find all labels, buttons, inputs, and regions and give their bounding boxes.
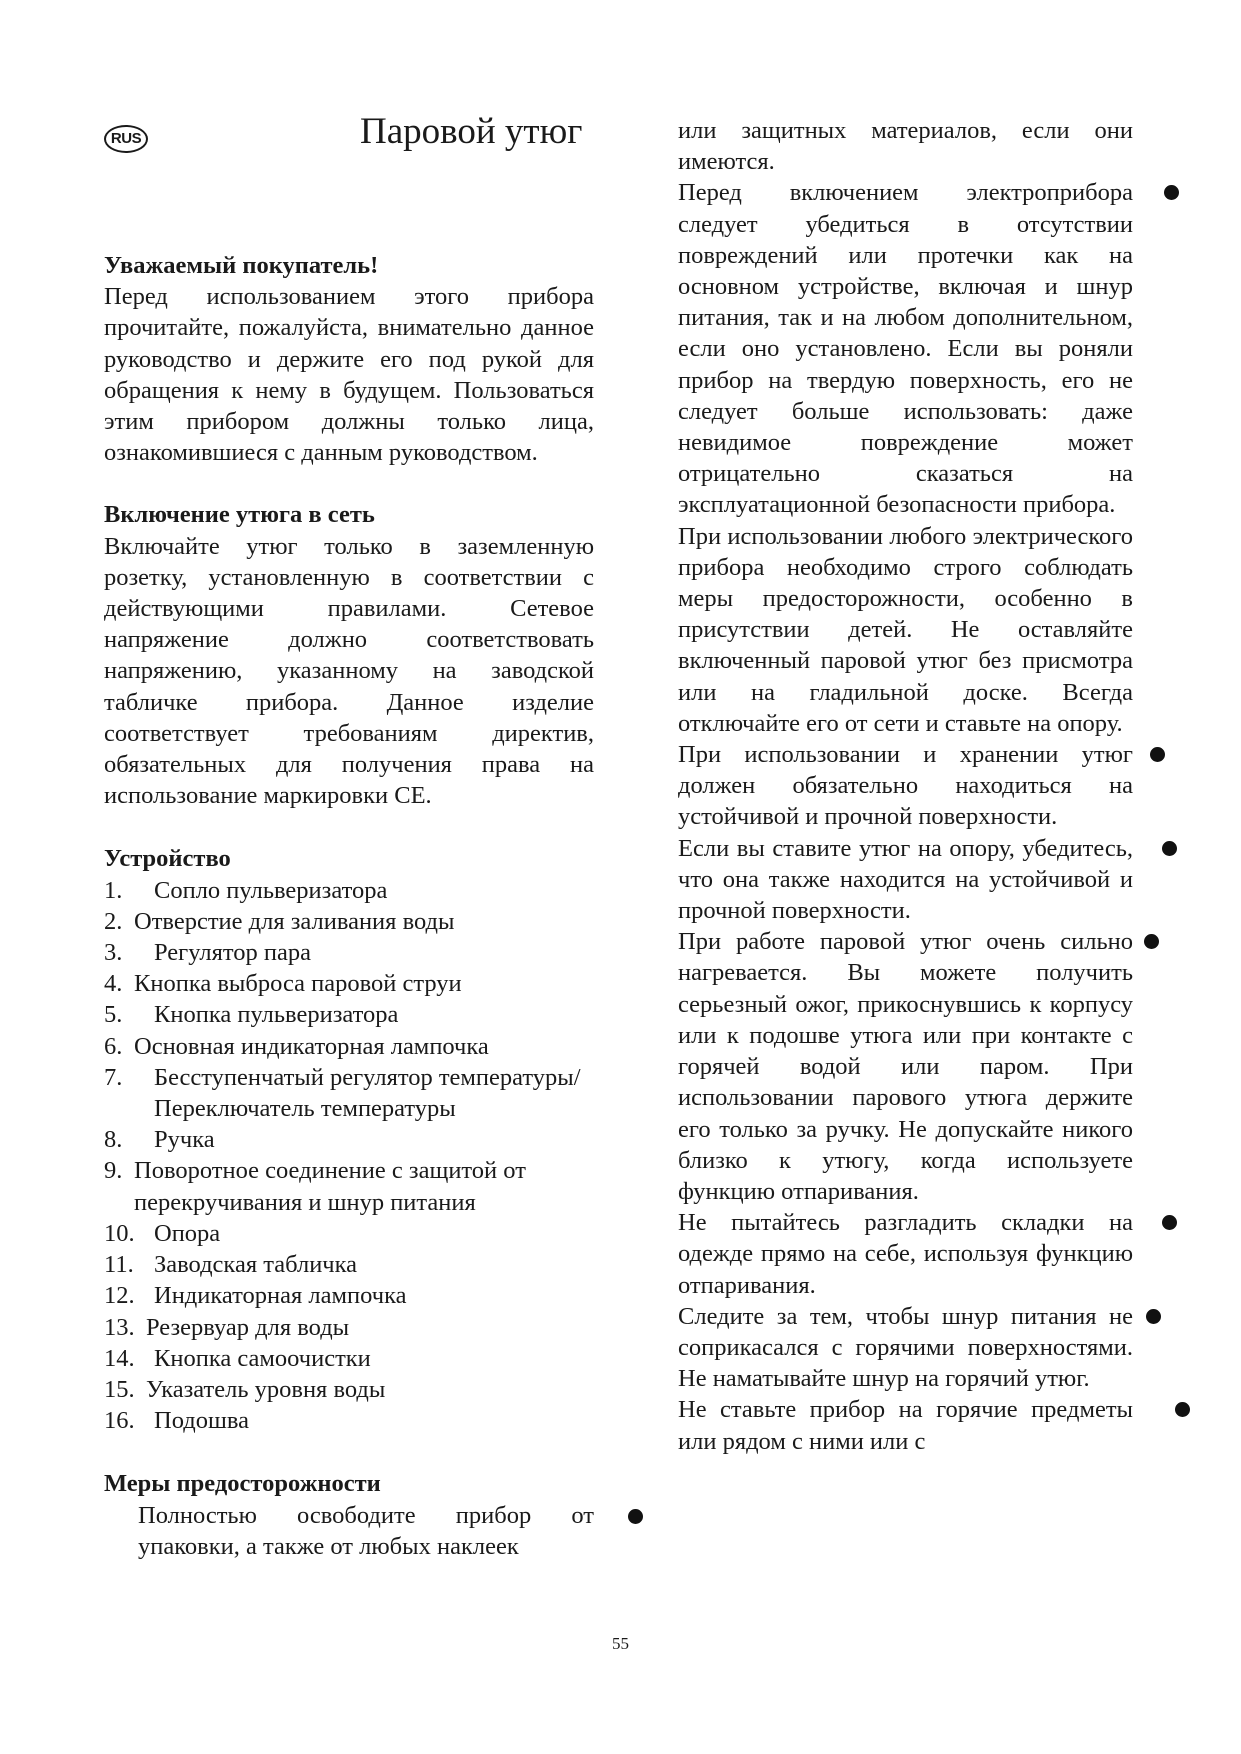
list-item: 4. Кнопка выброса паровой струи — [104, 970, 462, 998]
precautions-heading: Меры предосторожности — [104, 1470, 381, 1498]
left-column — [104, 250, 594, 1562]
precaution-item — [678, 1301, 1133, 1395]
list-item: 11. Заводская табличка — [104, 1251, 358, 1279]
list-item: 10. Опора — [104, 1219, 221, 1247]
bullet-icon — [1162, 1215, 1177, 1230]
list-item: 16. Подошва — [104, 1407, 249, 1435]
intro-text: Перед использованием этого прибора прочитайте, пожалуйста, внимательно данное руководство и держите его под рукой для обращения к нему в будущем. Пользоваться этим прибором должны только лица, ознакомившиеся с данным руководством. — [104, 283, 594, 467]
precaution-text: Следите за тем, чтобы шнур питания не соприкасался с горячими поверхностями. Не наматывайте шнур на горячий утюг. — [678, 1302, 1133, 1393]
precaution-item — [678, 926, 1133, 1207]
page-number: 55 — [612, 1634, 629, 1653]
precaution-text: Полностью освободите прибор от упаковки, а также от любых наклеек — [138, 1501, 594, 1560]
bullet-icon — [628, 1509, 643, 1524]
power-heading: Включение утюга в сеть — [104, 501, 375, 529]
power-text: Включайте утюг только в заземленную розетку, установленную в соответствии с действующими правилами. Сетевое напряжение должно соответствовать напряжению, указанному на заводской табличке прибора. Данное изделие соответствует требованиям директив, обязательных для получения права на использование маркировки CE. — [104, 532, 594, 810]
intro-heading: Уважаемый покупатель! — [104, 252, 379, 279]
list-item: 15. Указатель уровня воды — [104, 1375, 386, 1403]
device-parts-list — [104, 875, 594, 1437]
precaution-item — [678, 739, 1133, 833]
precaution-item — [678, 1394, 1133, 1456]
list-item: 7. Бесступенчатый регулятор температуры/ Переключатель температуры — [104, 1063, 581, 1123]
page-title: Паровой утюг — [360, 111, 583, 152]
bullet-icon — [1164, 185, 1179, 200]
list-item: 12. Индикаторная лампочка — [104, 1282, 407, 1310]
precaution-text: При использовании и хранении утюг должен обязательно находиться на устойчивой и прочной поверхности. — [678, 741, 1133, 831]
list-item: 5. Кнопка пульверизатора — [104, 1001, 399, 1029]
list-item: 14. Кнопка самоочистки — [104, 1344, 371, 1372]
bullet-icon — [1162, 841, 1177, 856]
precaution-item — [678, 833, 1133, 927]
bullet-icon — [1146, 1309, 1161, 1324]
precaution-item — [104, 1500, 594, 1562]
list-item: 6. Основная индикаторная лампочка — [104, 1032, 489, 1060]
list-item: 3. Регулятор пара — [104, 939, 312, 967]
list-item: 1. Сопло пульверизатора — [104, 876, 388, 904]
language-badge: RUS — [104, 125, 148, 153]
bullet-icon — [1144, 934, 1159, 949]
list-item: 2. Отверстие для заливания воды — [104, 907, 455, 935]
precaution-text: Не ставьте прибор на горячие предметы или рядом с ними или с — [678, 1396, 1133, 1455]
bullet-icon — [1150, 747, 1165, 762]
list-item: 13. Резервуар для воды — [104, 1313, 350, 1341]
device-heading: Устройство — [104, 845, 231, 873]
right-column — [678, 115, 1133, 1457]
precaution-text: Перед включением электроприбора следует убедиться в отсутствии повреждений или протечки как на основном устройстве, включая и шнур питания, так и на любом дополнительном, если оно установлено. Если вы роняли прибор на твердую поверхность, его не следует больше использовать: даже невидимое повреждение может отрицательно сказаться на эксплуатационной безопасности прибора. — [678, 179, 1133, 519]
precaution-item — [678, 177, 1133, 520]
precaution-item — [678, 1207, 1133, 1301]
list-item: 8. Ручка — [104, 1126, 215, 1154]
precaution-text: Если вы ставите утюг на опору, убедитесь, что она также находится на устойчивой и прочной поверхности. — [678, 834, 1133, 925]
precaution-continued: или защитных материалов, если они имеются. — [678, 117, 1133, 176]
list-item: 9. Поворотное соединение с защитой от перекручивания и шнур питания — [104, 1157, 526, 1216]
precaution-item — [678, 521, 1133, 739]
precaution-text: Не пытайтесь разгладить складки на одежде прямо на себе, используя функцию отпаривания. — [678, 1209, 1133, 1299]
bullet-icon — [1175, 1402, 1190, 1417]
precaution-text: При использовании любого электрического прибора необходимо строго соблюдать меры предосторожности, особенно в присутствии детей. Не оставляйте включенный паровой утюг без присмотра или на гладильной доске. Всегда отключайте его от сети и ставьте на опору. — [678, 522, 1133, 737]
precaution-text: При работе паровой утюг очень сильно нагревается. Вы можете получить серьезный ожог, прикоснувшись к корпусу или к подошве утюга или при контакте с горячей водой или паром. При использовании парового утюга держите его только за ручку. Не допускайте никого близко к утюгу, когда используете функцию отпаривания. — [678, 928, 1133, 1205]
